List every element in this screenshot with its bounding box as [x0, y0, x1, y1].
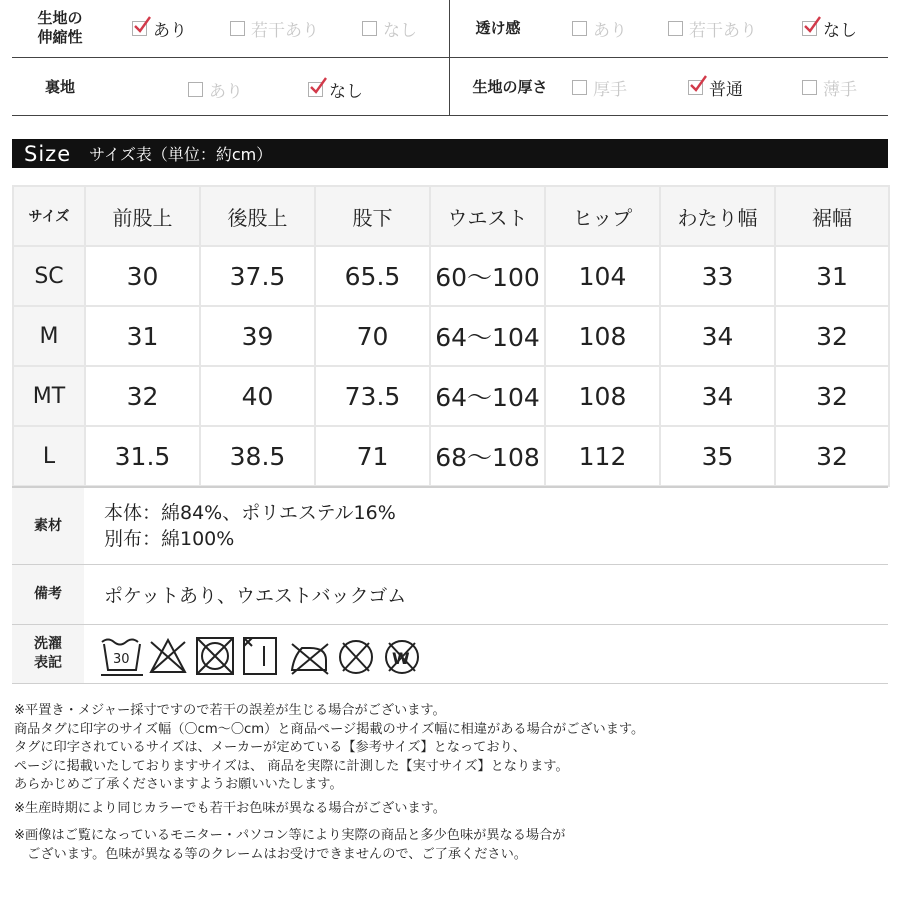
table-row — [13, 366, 889, 426]
product-info — [12, 486, 888, 684]
table-cell: 64〜104 — [430, 366, 545, 426]
table-cell: 70 — [315, 306, 430, 366]
stretch-option-slight: 若干あり — [230, 16, 319, 41]
notes — [14, 702, 886, 864]
thickness-option-thin: 薄手 — [802, 75, 857, 100]
unchecked-box-icon — [668, 21, 683, 36]
thickness-option-normal: 普通 — [688, 75, 743, 100]
lining-option-no: なし — [308, 77, 363, 102]
unchecked-box-icon — [572, 21, 587, 36]
remarks-text: ポケットあり、ウエストバックゴム — [104, 585, 407, 607]
table-row — [13, 426, 889, 486]
iron-low-icon — [292, 644, 328, 674]
no-dry-clean-icon — [340, 641, 372, 673]
unchecked-box-icon — [362, 21, 377, 36]
table-cell: 34 — [660, 306, 775, 366]
size-column-header: サイズ — [13, 186, 85, 246]
table-cell: 31 — [85, 306, 200, 366]
note-line: あらかじめご了承くださいますようお願いいたします。 — [14, 777, 343, 792]
unchecked-box-icon — [802, 80, 817, 95]
sheer-option-yes: あり — [572, 16, 627, 41]
table-cell: 68〜108 — [430, 426, 545, 486]
table-cell: 104 — [545, 246, 660, 306]
column-header-inseam: 股下 — [315, 186, 430, 246]
sheer-option-slight: 若干あり — [668, 16, 757, 41]
material-text — [104, 500, 396, 552]
column-header-thigh: わたり幅 — [660, 186, 775, 246]
row-size-label: SC — [13, 246, 85, 306]
checked-box-icon — [132, 21, 147, 36]
table-cell: 34 — [660, 366, 775, 426]
note-line: ございます。色味が異なる等のクレームはお受けできませんので、ご了承ください。 — [14, 846, 527, 862]
material-other: 別布：綿100% — [104, 528, 235, 550]
no-bleach-icon — [151, 640, 185, 672]
checked-box-icon — [688, 80, 703, 95]
wash-30-icon — [101, 640, 143, 676]
table-cell: 32 — [775, 366, 889, 426]
table-cell: 31.5 — [85, 426, 200, 486]
table-cell: 108 — [545, 366, 660, 426]
sheer-label: 透け感 — [475, 18, 521, 37]
table-cell: 32 — [85, 366, 200, 426]
unchecked-box-icon — [572, 80, 587, 95]
table-row — [13, 306, 889, 366]
note-line: 商品タグに印字のサイズ幅（〇cm〜〇cm）と商品ページ掲載のサイズ幅に相違がある場合がございます。 — [14, 721, 645, 737]
column-header-back-rise: 後股上 — [200, 186, 315, 246]
table-cell: 33 — [660, 246, 775, 306]
table-cell: 40 — [200, 366, 315, 426]
table-cell: 37.5 — [200, 246, 315, 306]
column-header-waist: ウエスト — [430, 186, 545, 246]
material-label: 素材 — [12, 488, 84, 564]
note-line: ※画像はご覧になっているモニター・パソコン等により実際の商品と多少色味が異なる場合が — [14, 828, 566, 843]
note-line: ページに掲載いたしておりますサイズは、 商品を実際に計測した【実寸サイズ】となります。 — [14, 758, 569, 774]
svg-text:W: W — [392, 649, 410, 668]
material-body: 本体：綿84%、ポリエステル16% — [104, 502, 396, 524]
fabric-attributes — [12, 0, 888, 116]
unchecked-box-icon — [188, 82, 203, 97]
size-subtitle: サイズ表（単位：約cm） — [89, 145, 273, 164]
table-cell: 38.5 — [200, 426, 315, 486]
table-cell: 73.5 — [315, 366, 430, 426]
table-cell: 64〜104 — [430, 306, 545, 366]
thickness-label: 生地の厚さ — [472, 77, 548, 96]
column-header-front-rise: 前股上 — [85, 186, 200, 246]
table-cell: 32 — [775, 306, 889, 366]
note-line: タグに印字されているサイズは、メーカーが定めている【参考サイズ】となっており、 — [14, 740, 526, 755]
column-header-hip: ヒップ — [545, 186, 660, 246]
lining-label: 裏地 — [44, 77, 75, 96]
no-wet-clean-icon — [386, 641, 418, 673]
note-line: ※生産時期により同じカラーでも若干お色味が異なる場合がございます。 — [14, 800, 446, 816]
unchecked-box-icon — [230, 21, 245, 36]
thickness-option-thick: 厚手 — [572, 75, 627, 100]
table-cell: 108 — [545, 306, 660, 366]
checked-box-icon — [308, 82, 323, 97]
stretch-option-yes: あり — [132, 16, 187, 41]
table-row — [13, 246, 889, 306]
table-cell: 112 — [545, 426, 660, 486]
table-cell: 31 — [775, 246, 889, 306]
table-cell: 39 — [200, 306, 315, 366]
lining-option-yes: あり — [188, 77, 243, 102]
row-size-label: M — [13, 306, 85, 366]
size-table — [12, 185, 890, 487]
table-cell: 32 — [775, 426, 889, 486]
size-title: Size — [24, 141, 72, 166]
row-size-label: L — [13, 426, 85, 486]
care-label: 洗濯 表記 — [12, 625, 84, 683]
size-header — [12, 139, 888, 168]
stretch-option-no: なし — [362, 16, 417, 41]
remarks-label: 備考 — [12, 565, 84, 624]
row-size-label: MT — [13, 366, 85, 426]
table-cell: 30 — [85, 246, 200, 306]
table-cell: 71 — [315, 426, 430, 486]
sheer-option-no: なし — [802, 16, 857, 41]
checked-box-icon — [802, 21, 817, 36]
note-line: ※平置き・メジャー採寸ですので若干の誤差が生じる場合がございます。 — [14, 703, 446, 718]
no-tumble-dry-icon — [197, 638, 233, 674]
table-cell: 65.5 — [315, 246, 430, 306]
line-dry-shade-icon — [244, 638, 276, 674]
svg-text:30: 30 — [113, 652, 130, 667]
column-header-hem: 裾幅 — [775, 186, 889, 246]
stretch-label: 生地の 伸縮性 — [37, 9, 83, 46]
table-cell: 35 — [660, 426, 775, 486]
care-icons — [100, 634, 440, 678]
table-cell: 60〜100 — [430, 246, 545, 306]
